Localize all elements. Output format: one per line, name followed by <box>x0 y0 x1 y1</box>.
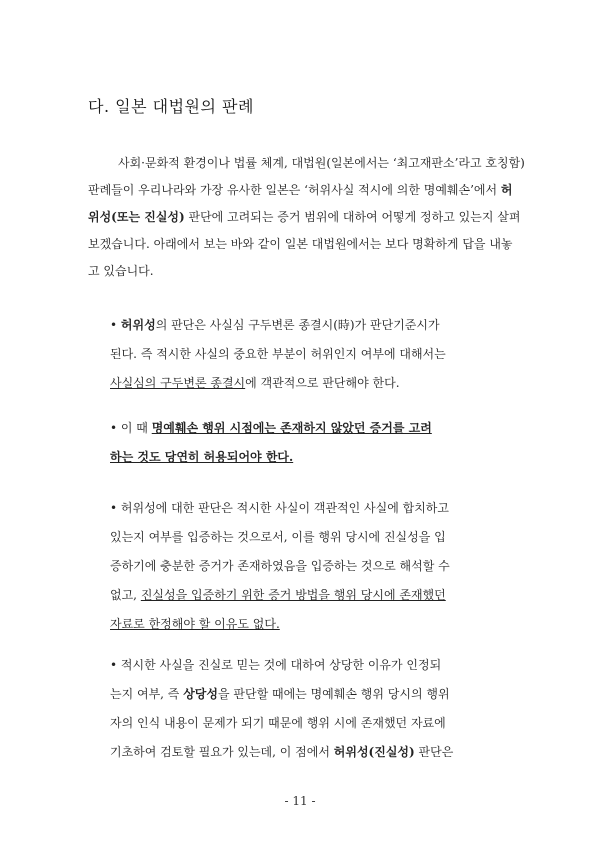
bullet-3-line-2: 있는지 여부를 입증하는 것으로서, 이를 행위 당시에 진실성을 입 <box>110 530 446 544</box>
bullet-3-line-4 <box>110 581 490 610</box>
intro-bold-heo: 허 <box>500 183 513 197</box>
bullet-3-line-5: 자료로 한정해야 할 이유도 없다. <box>110 617 280 631</box>
bullet-marker: • <box>110 318 121 332</box>
bullet-3-line-4-lead: 없고, <box>110 588 141 602</box>
intro-line-5: 고 있습니다. <box>88 264 154 278</box>
bullet-4-line-4 <box>110 738 490 767</box>
bullet-1-line-2: 된다. 즉 적시한 사실의 중요한 부분이 허위인지 여부에 대해서는 <box>110 347 446 361</box>
intro-line-2 <box>88 177 520 204</box>
bullet-1-line-3-text: 에 객관적으로 판단해야 한다. <box>245 376 400 390</box>
bullet-4-line-4-tail: 판단은 <box>414 745 454 759</box>
bullet-4-bold-reasonableness: 상당성 <box>183 687 218 701</box>
intro-line-4: 보겠습니다. 아래에서 보는 바와 같이 일본 대법원에서는 보다 명확하게 답을 내놓 <box>88 237 513 251</box>
bullet-2-bold-underline: 명예훼손 행위 시점에는 존재하지 않았던 증거를 고려 <box>151 421 432 435</box>
bullet-falsity-standard <box>110 311 490 398</box>
bullet-2-line-2: 하는 것도 당연히 허용되어야 한다. <box>110 450 294 464</box>
bullet-4-line-2-lead: 는지 여부, 즉 <box>110 687 184 701</box>
bullet-4-line-2-text: 을 판단할 때에는 명예훼손 행위 당시의 행위 <box>218 687 450 701</box>
bullet-2-lead: • 이 때 <box>110 421 152 435</box>
bullet-reasonableness <box>110 651 490 767</box>
section-heading: 다. 일본 대법원의 판례 <box>88 97 254 116</box>
intro-line-3 <box>88 204 520 231</box>
bullet-1-line-1-text: 의 판단은 사실심 구두변론 종결시(時)가 판단기준시가 <box>155 318 440 332</box>
intro-paragraph <box>88 150 525 285</box>
bullet-4-bold-falsity: 허위성(진실성) <box>333 745 415 759</box>
intro-line-3-text: 판단에 고려되는 증거 범위에 대하여 어떻게 정하고 있는지 살펴 <box>184 210 521 224</box>
intro-line-1: 사회·문화적 환경이나 법률 체계, 대법원(일본에서는 ‘최고재판소’라고 호칭함) <box>118 156 525 170</box>
bullet-3-line-1: • 허위성에 대한 판단은 적시한 사실이 객관적인 사실에 합치하고 <box>110 501 449 515</box>
bullet-1-bold: 허위성 <box>120 318 156 332</box>
bullet-1-line-3 <box>110 369 490 398</box>
bullet-1-underline: 사실심의 구두변론 종결시 <box>110 376 246 390</box>
bullet-3-underline-1: 진실성을 입증하기 위한 증거 방법을 행위 당시에 존재했던 <box>140 588 446 602</box>
intro-bold-falsity: 위성(또는 진실성) <box>88 210 185 224</box>
page-number: - 11 - <box>284 794 316 808</box>
bullet-later-evidence <box>110 414 490 472</box>
bullet-falsity-judgment <box>110 494 490 639</box>
bullet-1-line-1 <box>110 311 490 340</box>
bullet-4-line-2 <box>110 680 490 709</box>
intro-line-2-text: 판례들이 우리나라와 가장 유사한 일본은 ‘허위사실 적시에 의한 명예훼손’에서 <box>88 183 501 197</box>
bullet-4-line-4-lead: 기초하여 검토할 필요가 있는데, 이 점에서 <box>110 745 334 759</box>
bullet-2-line-1 <box>110 414 490 443</box>
bullet-4-line-3: 자의 인식 내용이 문제가 되기 때문에 행위 시에 존재했던 자료에 <box>110 716 446 730</box>
bullet-3-line-3: 증하기에 충분한 증거가 존재하였음을 입증하는 것으로 해석할 수 <box>110 559 450 573</box>
bullet-4-line-1: • 적시한 사실을 진실로 믿는 것에 대하여 상당한 이유가 인정되 <box>110 658 442 672</box>
